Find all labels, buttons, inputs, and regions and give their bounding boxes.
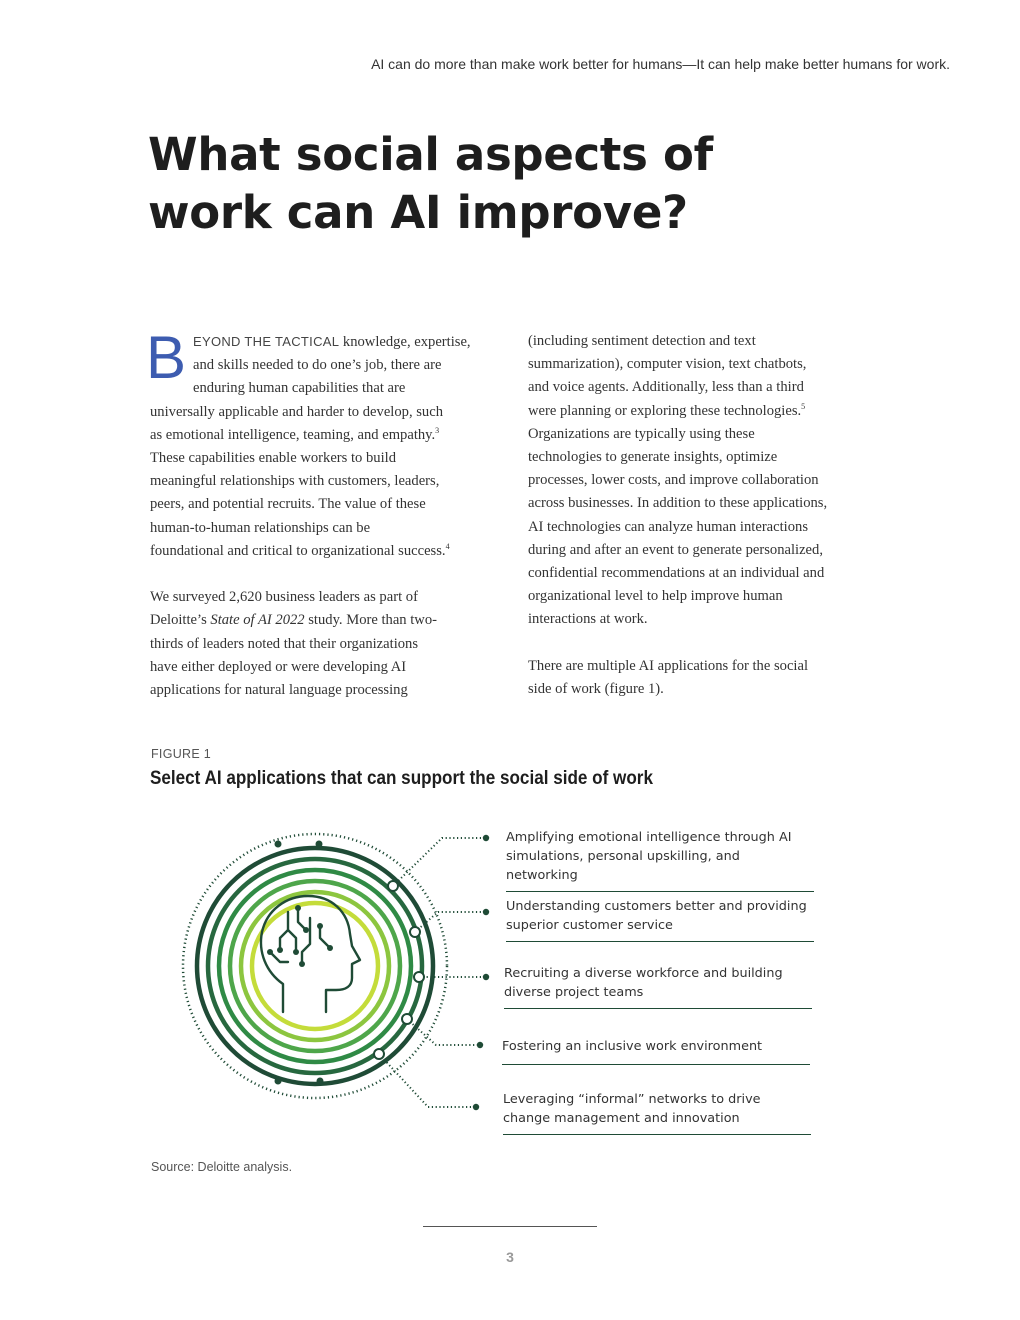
footnote-ref: 3 <box>435 425 440 435</box>
text-line: peers, and potential recruits. The value of these <box>150 496 426 513</box>
text-line: as emotional intelligence, teaming, and empathy. <box>150 426 436 443</box>
page-title-line-1: What social aspects of <box>148 128 713 181</box>
applications-paragraph <box>528 330 878 632</box>
figure-items <box>170 826 820 1136</box>
figure-item: Recruiting a diverse workforce and building diverse project teams <box>504 964 812 1009</box>
footer-rule <box>423 1226 597 1227</box>
page-number: 3 <box>506 1249 514 1265</box>
text-line: human-to-human relationships can be <box>150 519 371 536</box>
figure-item: Fostering an inclusive work environment <box>502 1037 810 1065</box>
footnote-ref: 5 <box>801 401 806 411</box>
text-line: We surveyed 2,620 business leaders as part of <box>150 589 418 606</box>
text-line: and voice agents. Additionally, less than a third <box>528 379 804 396</box>
text-line: universally applicable and harder to develop, such <box>150 403 443 420</box>
text-line: applications for natural language processing <box>150 682 408 699</box>
figure-item: Understanding customers better and providing superior customer service <box>506 897 814 942</box>
text-line: and skills needed to do one’s job, there are <box>193 357 442 374</box>
body-column-right <box>528 330 878 724</box>
text-line: foundational and critical to organizational success. <box>150 542 446 559</box>
figure-item: Amplifying emotional intelligence through AI simulations, personal upskilling, and networking <box>506 828 814 892</box>
text-line: organizational level to help improve human <box>528 588 783 605</box>
figure-reference-paragraph <box>528 655 878 701</box>
page-title <box>148 126 768 242</box>
text-line: enduring human capabilities that are <box>193 380 406 397</box>
survey-paragraph: We surveyed 2,620 business leaders as part of Deloitte’s State of AI 2022 study. More than two- thirds of leaders noted that their organizations have either deployed or were developing AI applications for natural language processing <box>150 586 500 702</box>
text-line: There are multiple AI applications for the social <box>528 657 809 674</box>
intro-paragraph: EYOND THE TACTICAL knowledge, expertise, and skills needed to do one’s job, there are enduring human capabilities that are universally applicable and harder to develop, such as emotional intelligence, teaming, and empathy.$^3$ These capabilities enable workers to build meaningful relationships with customers, leaders, peers, and potential recruits. The value of these human-to-human relationships can be foundational and critical to organizational success.$^4$ <box>150 330 500 563</box>
text-line: processes, lower costs, and improve collaboration <box>528 472 819 489</box>
text-line: These capabilities enable workers to build <box>150 450 396 467</box>
text-line: thirds of leaders noted that their organizations <box>150 635 419 652</box>
text-line: meaningful relationships with customers, leaders, <box>150 473 440 490</box>
page-title-line-2: work can AI improve? <box>148 186 688 239</box>
text-line: have either deployed or were developing AI <box>150 658 407 675</box>
text-line: (including sentiment detection and text <box>528 333 756 349</box>
text-line: Organizations are typically using these <box>528 425 755 442</box>
text-line: side of work (figure 1). <box>528 681 664 698</box>
drop-cap: B <box>146 324 187 391</box>
footnote-ref: 4 <box>445 541 450 551</box>
source-note: Source: Deloitte analysis. <box>151 1160 293 1174</box>
study-title: State of AI 2022 <box>210 612 305 629</box>
body-column-left <box>146 324 500 725</box>
text-line: interactions at work. <box>528 611 648 628</box>
text-line: AI technologies can analyze human interactions <box>528 518 809 535</box>
text-line: across businesses. In addition to these applications, <box>528 495 828 512</box>
lead-smallcaps: EYOND THE TACTICAL <box>193 334 340 349</box>
text-line: were planning or exploring these technologies. <box>528 402 802 419</box>
figure-title: Select AI applications that can support the social side of work <box>150 768 653 789</box>
text-line: technologies to generate insights, optimize <box>528 449 778 466</box>
figure-label: FIGURE 1 <box>151 747 212 761</box>
text-line: confidential recommendations at an individual and <box>528 565 825 582</box>
text-line: during and after an event to generate personalized, <box>528 541 823 558</box>
figure-item: Leveraging “informal” networks to drive change management and innovation <box>503 1090 811 1135</box>
text-line: summarization), computer vision, text chatbots, <box>528 356 807 373</box>
running-head: AI can do more than make work better for humans—It can help make better humans for work. <box>371 56 950 72</box>
